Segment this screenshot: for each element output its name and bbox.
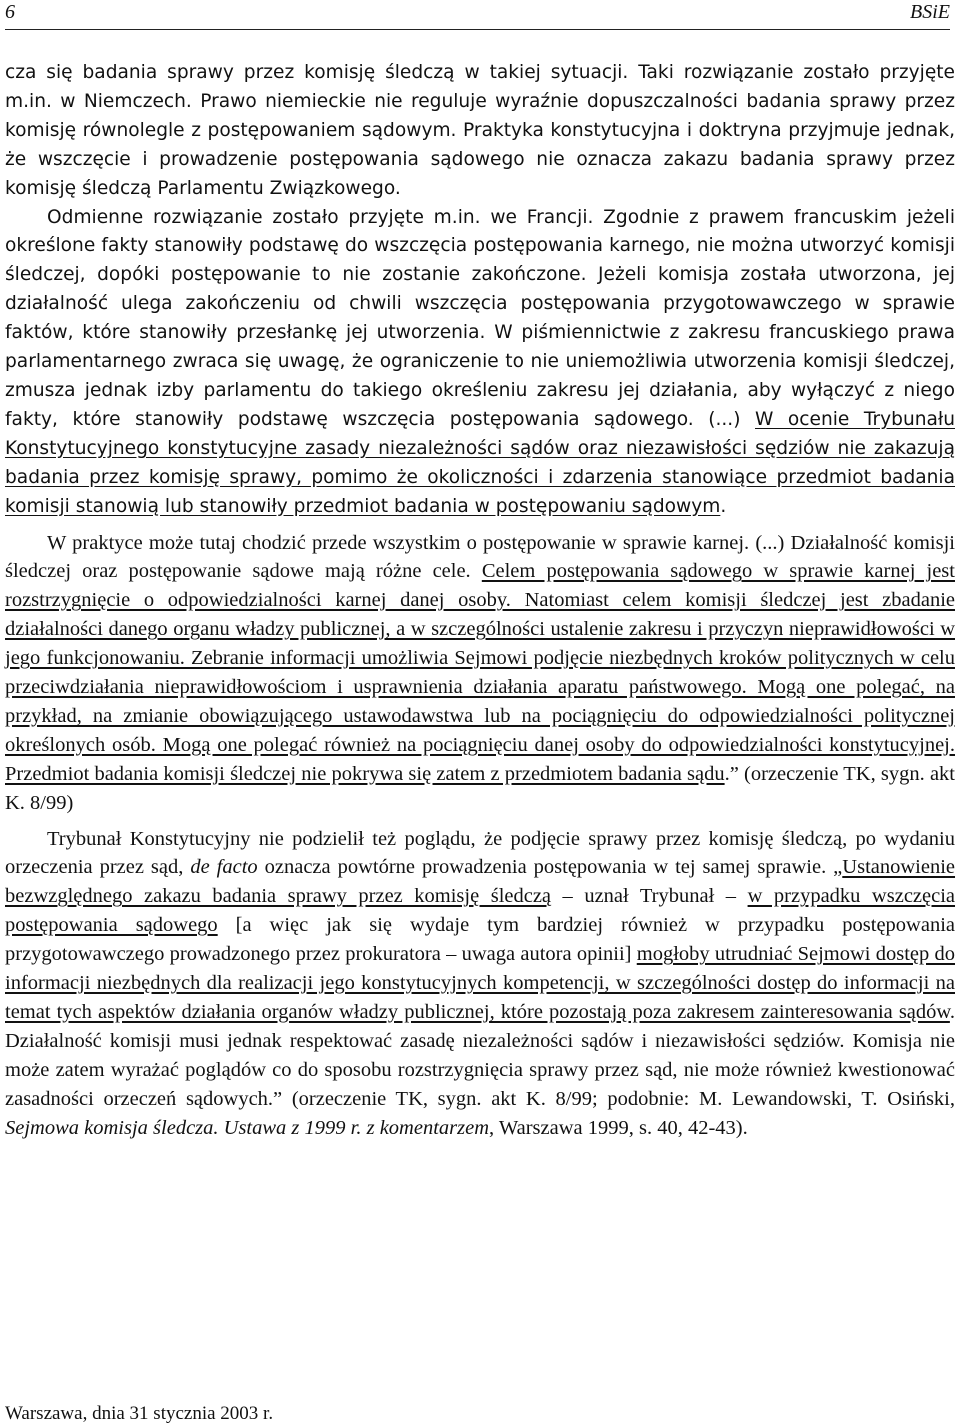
paragraph-3: W praktyce może tutaj chodzić przede wszystkim o postępowanie w sprawie karnej. (...) Działalność komisji śledczej oraz postępowanie sądowe mają różne cele. Celem postępowania sądowego w sprawie karnej jest rozstrzygnięcie o odpowiedzialności karnej danej osoby. Natomiast celem komisji śledczej jest zbadanie działalności danego organu władzy publicznej, a w szczególności ustalenie zakresu i przyczyn nieprawidłowości w jego funkcjonowaniu. Zebranie informacji umożliwia Sejmowi podjęcie niezbędnych kroków politycznych w celu przeciwdziałania nieprawidłowościom i usprawnienia działania aparatu państwowego. Mogą one polegać, na przykład, na zmianie obowiązującego ustawodawstwa lub na pociągnięciu do odpowiedzialności politycznej określonych osób. Mogą one polegać również na pociągnięciu danej osoby do odpowiedzialności konstytucyjnej. Przedmiot badania komisji śledczej nie pokrywa się zatem z przedmiotem badania sądu.” (orzeczenie TK, sygn. akt K. 8/99) — [5, 531, 955, 814]
page-number: 6 — [5, 1, 15, 23]
brand-label: BSiE — [910, 1, 950, 23]
date-line: Warszawa, dnia 31 stycznia 2003 r. — [5, 1403, 274, 1424]
header-rule — [5, 29, 950, 30]
italic-phrase: de facto — [190, 856, 258, 879]
page-header — [5, 0, 950, 26]
paragraph-1: cza się badania sprawy przez komisję śledczą w takiej sytuacji. Taki rozwiązanie zostało przyjęte m.in. w Niemczech. Prawo niemieckie nie reguluje wyraźnie dopuszczalności badania sprawy przez komisję równolegle z postępowaniem sądowym. Praktyka konstytucyjna i doktryna przyjmuje jednak, że wszczęcie i prowadzenie postępowania sądowego nie oznacza zakazu badania sprawy przez komisję śledczą Parlamentu Związkowego. — [5, 62, 955, 199]
underlined-quote: Ustanowienie bezwzględnego zakazu badania sprawy przez komisję śledczą — [5, 856, 956, 908]
underlined-quote: W ocenie Trybunału Konstytucyjnego konstytucyjne zasady niezależności sądów oraz niezawisłości sędziów nie zakazują badania przez komisję sprawy, pomimo że okoliczności i zdarzenia stanowiące przedmiot badania komisji stanowią lub stanowiły przedmiot badania w postępowaniu sądowym — [5, 408, 955, 517]
underlined-quote: w przypadku wszczęcia postępowania sądowego — [5, 885, 956, 937]
underlined-quote: Celem postępowania sądowego w sprawie karnej jest rozstrzygnięcie o odpowiedzialności karnej danej osoby. Natomiast celem komisji śledczej jest zbadanie działalności danego organu władzy publicznej, a w szczególności ustalenie zakresu i przyczyn nieprawidłowości w jego funkcjonowaniu. Zebranie informacji umożliwia Sejmowi podjęcie niezbędnych kroków politycznych w celu przeciwdziałania nieprawidłowościom i usprawnienia działania aparatu państwowego. Mogą one polegać, na przykład, na zmianie obowiązującego ustawodawstwa lub na pociągnięciu do odpowiedzialności politycznej określonych osób. Mogą one polegać również na pociągnięciu danej osoby do odpowiedzialności konstytucyjnej. Przedmiot badania komisji śledczej nie pokrywa się zatem z przedmiotem badania sądu — [5, 560, 955, 785]
paragraph-4: Trybunał Konstytucyjny nie podzielił też poglądu, że podjęcie sprawy przez komisję śledczą, po wydaniu orzeczenia przez sąd, de facto oznacza powtórne prowadzenia postępowania w tej samej sprawie. „Ustanowienie bezwzględnego zakazu badania sprawy przez komisję śledczą – uznał Trybunał – w przypadku wszczęcia postępowania sądowego [a więc jak się wydaje tym bardziej również w przypadku postępowania przygotowawczego prowadzonego przez prokuratora – uwaga autora opinii] mogłoby utrudniać Sejmowi dostęp do informacji niezbędnych dla realizacji jego konstytucyjnych kompetencji, w szczególności dostęp do informacji na temat tych aspektów działania organów władzy publicznej, które pozostają poza zakresem zainteresowania sądów. Działalność komisji musi jednak respektować zasadę niezależności sądów i niezawisłości sędziów. Komisja nie może zatem wyrażać poglądów co do sposobu rozstrzygnięcia sprawy przez sąd, nie może również kwestionować zasadności orzeczeń sądowych.” (orzeczenie TK, sygn. akt K. 8/99; podobnie: M. Lewandowski, T. Osiński, Sejmowa komisja śledcza. Ustawa z 1999 r. z komentarzem, Warszawa 1999, s. 40, 42-43). — [5, 827, 956, 1139]
book-title: Sejmowa komisja śledcza. Ustawa z 1999 r. z komentarzem — [5, 1116, 490, 1139]
paragraph-2: Odmienne rozwiązanie zostało przyjęte m.in. we Francji. Zgodnie z prawem francuskim jeżeli określone fakty stanowiły podstawę do wszczęcia postępowania karnego, nie można utworzyć komisji śledczej, dopóki postępowanie to nie zostanie zakończone. Jeżeli komisja została utworzona, jej działalność ulega zakończeniu od chwili wszczęcia postępowania przygotowawczego w sprawie faktów, które stanowiły przesłankę jej utworzenia. W piśmiennictwie z zakresu francuskiego prawa parlamentarnego zwraca się uwagę, że ograniczenie to nie uniemożliwia utworzenia komisji śledczej, zmusza jednak izby parlamentu do takiego określeniu zakresu jej działania, aby wyłączyć z niego fakty, które stanowiły podstawę wszczęcia postępowania sądowego. (...) W ocenie Trybunału Konstytucyjnego konstytucyjne zasady niezależności sądów oraz niezawisłości sędziów nie zakazują badania przez komisję sprawy, pomimo że okoliczności i zdarzenia stanowiące przedmiot badania komisji stanowią lub stanowiły przedmiot badania w postępowaniu sądowym. — [5, 206, 955, 517]
body-text — [5, 59, 955, 1143]
underlined-quote: mogłoby utrudniać Sejmowi dostęp do informacji niezbędnych dla realizacji jego konstytucyjnych kompetencji, w szczególności dostęp do informacji na temat tych aspektów działania organów władzy publicznej, które pozostają poza zakresem zainteresowania sądów — [5, 943, 955, 1023]
